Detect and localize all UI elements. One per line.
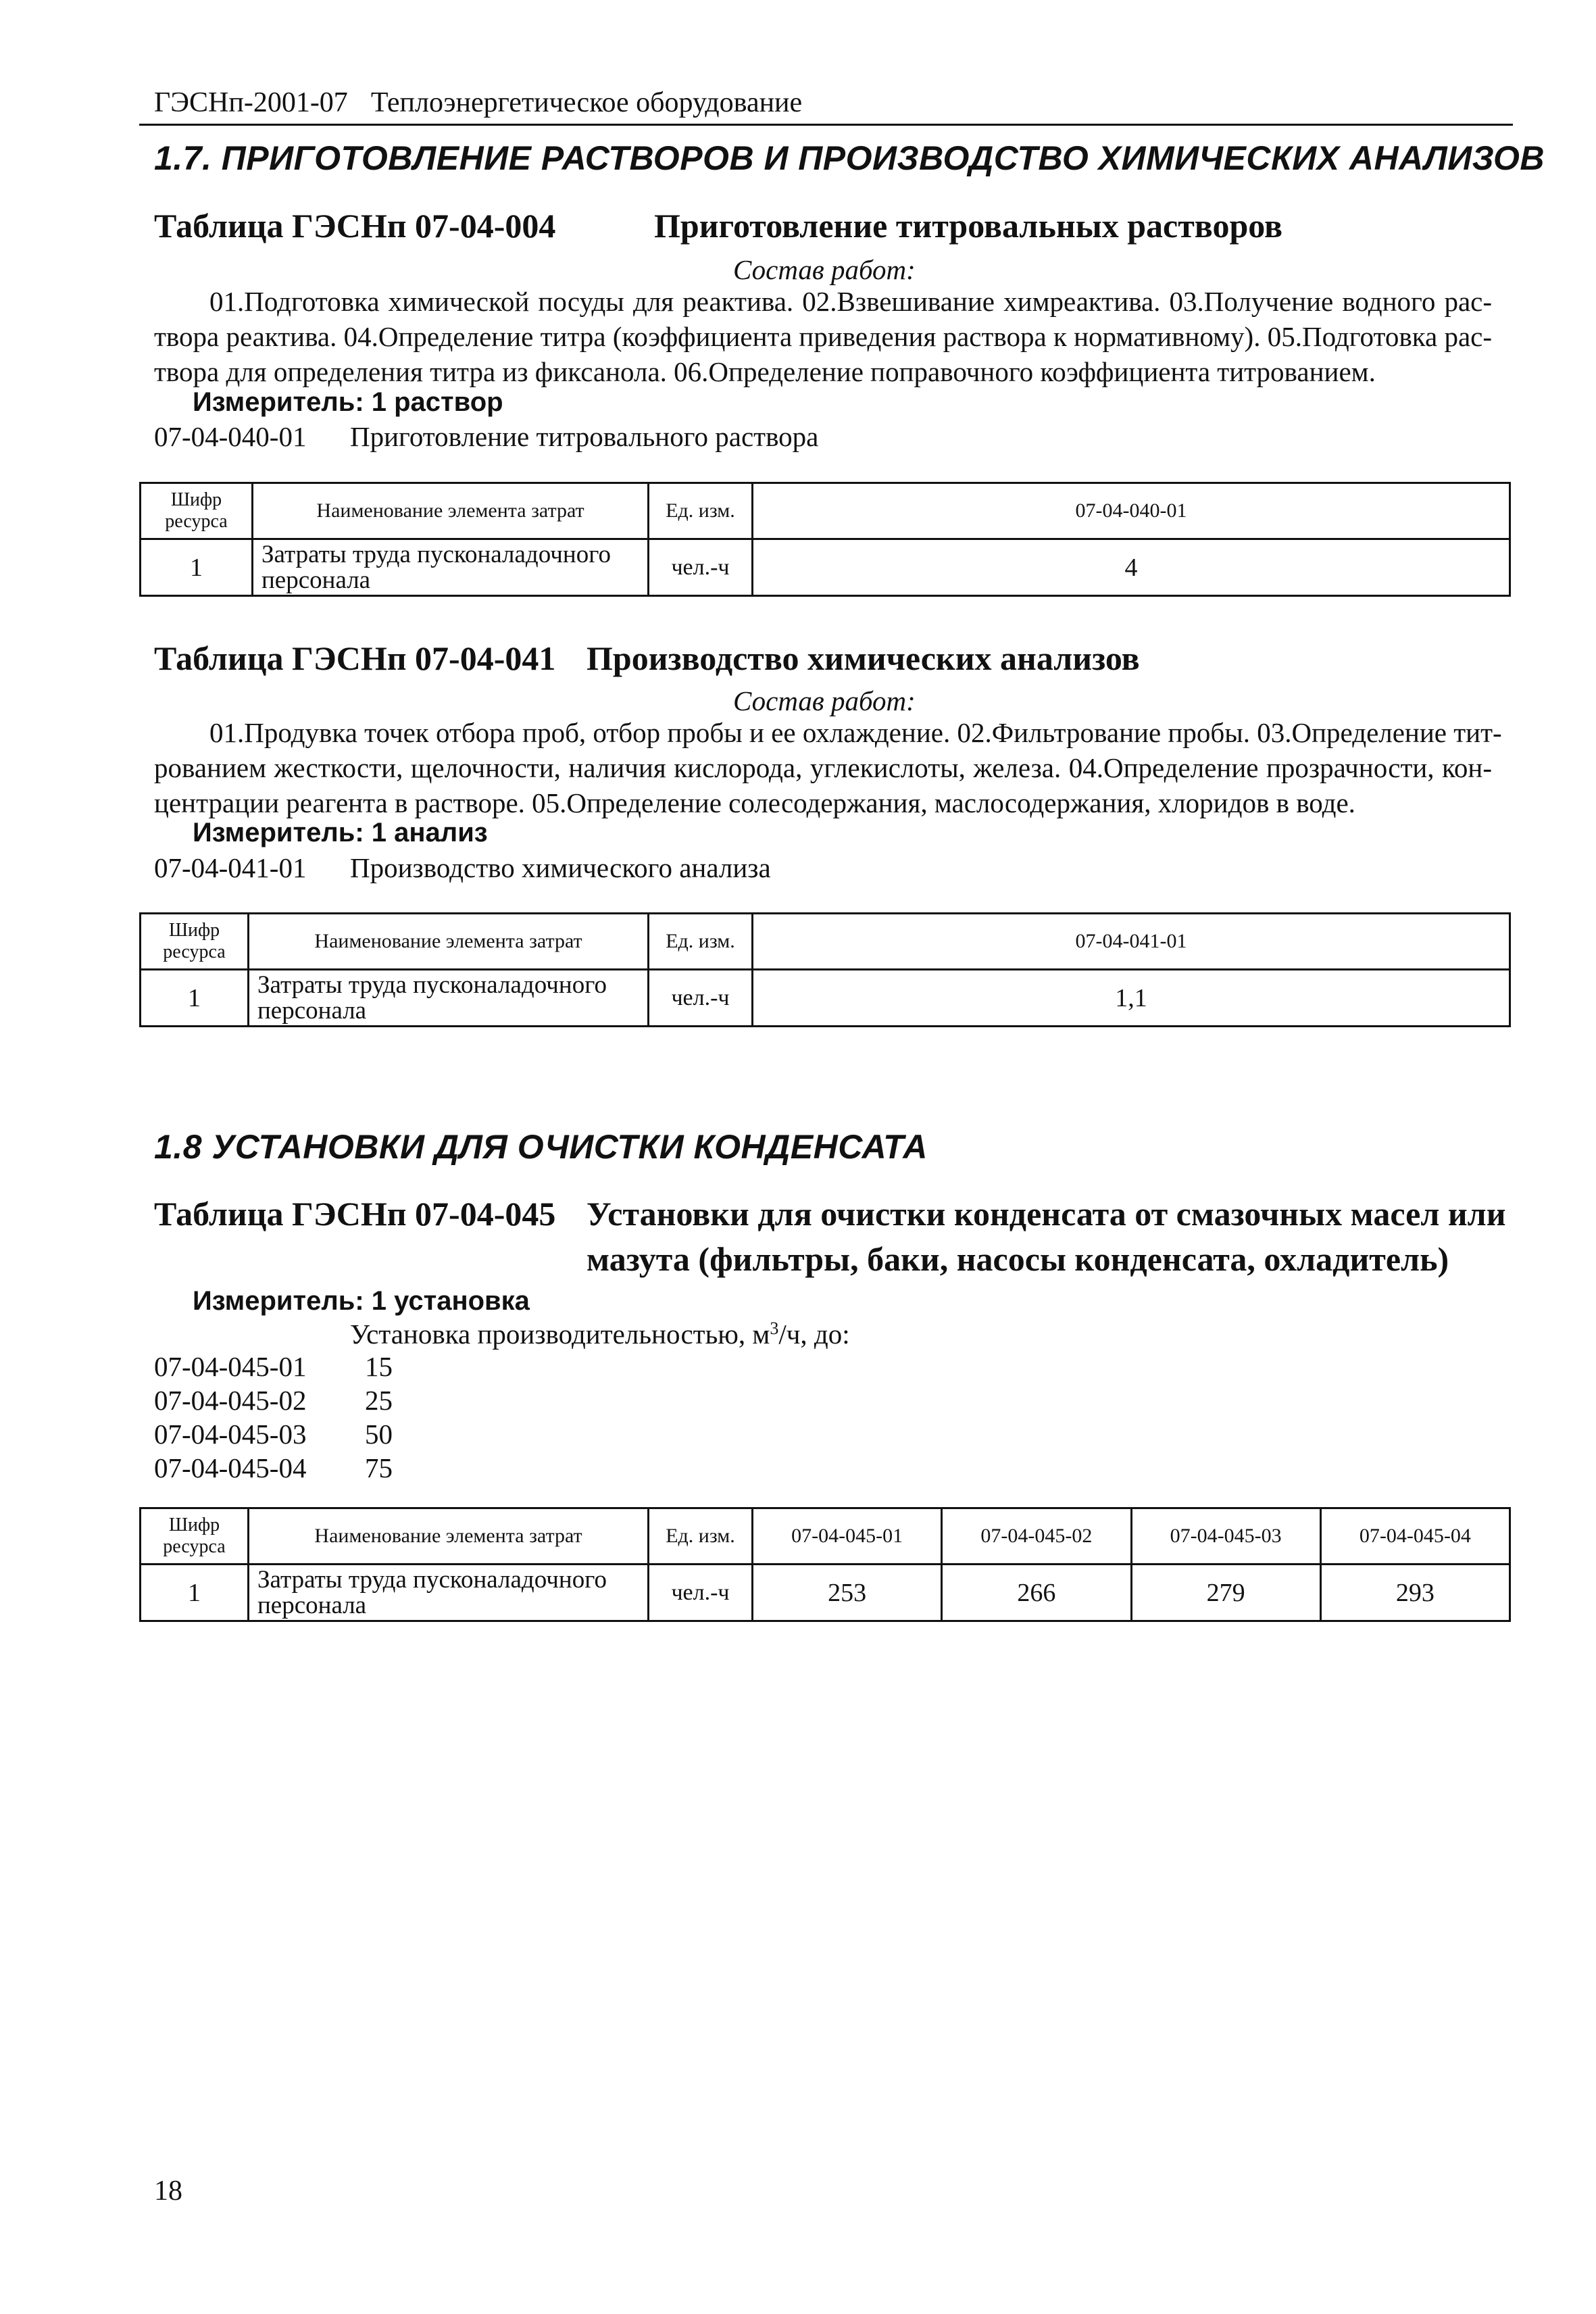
header-unit: Ед. изм. xyxy=(649,914,753,970)
header-resource-code: Шифр ресурса xyxy=(141,483,253,539)
capacity-label-unit: /ч, до: xyxy=(778,1319,850,1350)
table-header-row xyxy=(141,483,1510,539)
header-cost-element: Наименование элемента затрат xyxy=(253,483,649,539)
rate-list xyxy=(154,1350,393,1485)
cost-element: Затраты труда пусконаладочного персонала xyxy=(249,970,649,1027)
table-row xyxy=(141,539,1510,596)
table-label-041: Таблица ГЭСНп 07-04-041 xyxy=(154,639,556,677)
rate-value: 25 xyxy=(365,1385,393,1416)
table-name-045-line1: Установки для очистки конденсата от смазочных масел или xyxy=(587,1195,1506,1233)
rate-value: 15 xyxy=(365,1351,393,1382)
norm-value: 1,1 xyxy=(753,970,1510,1027)
table-label-045: Таблица ГЭСНп 07-04-045 xyxy=(154,1195,556,1233)
item-code: 07-04-040-01 xyxy=(154,421,307,452)
rate-code: 07-04-045-01 xyxy=(154,1351,307,1382)
header-resource-code: Шифр ресурса xyxy=(141,914,249,970)
cost-element: Затраты труда пусконаладочного персонала xyxy=(249,1565,649,1621)
rate-code: 07-04-045-02 xyxy=(154,1385,307,1416)
table-row xyxy=(141,1565,1510,1621)
header-unit: Ед. изм. xyxy=(649,483,753,539)
capacity-label-superscript: 3 xyxy=(770,1319,779,1338)
header-cost-element: Наименование элемента затрат xyxy=(249,914,649,970)
table-name-045-line2: мазута (фильтры, баки, насосы конденсата, охладитель) xyxy=(587,1240,1449,1278)
rate-value: 50 xyxy=(365,1419,393,1450)
item-code: 07-04-041-01 xyxy=(154,852,307,883)
work-line: твора реактива. 04.Определение титра (коэффициента приведения раствора к нормативному). 05.Подготовка рас- xyxy=(154,321,1493,352)
header-cost-element: Наименование элемента затрат xyxy=(249,1508,649,1565)
table-label-004: Таблица ГЭСНп 07-04-004 xyxy=(154,207,556,245)
header-resource-code: Шифр ресурса xyxy=(141,1508,249,1565)
norm-value: 293 xyxy=(1320,1565,1510,1621)
header-norm-code: 07-04-045-02 xyxy=(942,1508,1131,1565)
item-line-004 xyxy=(154,420,818,453)
capacity-label-text: Установка производительностью, м xyxy=(350,1319,770,1350)
section-title-1-8: 1.8 УСТАНОВКИ ДЛЯ ОЧИСТКИ КОНДЕНСАТА xyxy=(154,1128,928,1166)
norm-value: 4 xyxy=(753,539,1510,596)
sostav-label-041: Состав работ: xyxy=(733,685,916,716)
resource-code: 1 xyxy=(141,970,249,1027)
work-description-041 xyxy=(154,715,1502,820)
table-name-004: Приготовление титровальных растворов xyxy=(654,207,1283,245)
header-norm-code: 07-04-041-01 xyxy=(753,914,1510,970)
header-norm-code: 07-04-045-04 xyxy=(1320,1508,1510,1565)
table-row xyxy=(141,970,1510,1027)
section-title-1-7: 1.7. ПРИГОТОВЛЕНИЕ РАСТВОРОВ И ПРОИЗВОДСТВО ХИМИЧЕСКИХ АНАЛИЗОВ xyxy=(154,139,1545,177)
cost-element: Затраты труда пусконаладочного персонала xyxy=(253,539,649,596)
header-unit: Ед. изм. xyxy=(649,1508,753,1565)
resource-code: 1 xyxy=(141,1565,249,1621)
rate-code: 07-04-045-03 xyxy=(154,1419,307,1450)
item-name: Приготовление титровального раствора xyxy=(350,421,819,452)
sostav-label-004: Состав работ: xyxy=(733,254,916,285)
list-item xyxy=(154,1384,393,1418)
unit: чел.-ч xyxy=(649,539,753,596)
capacity-label xyxy=(350,1318,850,1350)
norm-table-004 xyxy=(139,482,1511,597)
list-item xyxy=(154,1350,393,1384)
unit: чел.-ч xyxy=(649,1565,753,1621)
header-rule xyxy=(139,124,1513,126)
norm-value: 279 xyxy=(1131,1565,1320,1621)
item-line-041 xyxy=(154,852,771,884)
running-header-title: Теплоэнергетическое оборудование xyxy=(370,87,803,118)
table-header-row xyxy=(141,1508,1510,1565)
norm-value: 266 xyxy=(942,1565,1131,1621)
header-norm-code: 07-04-040-01 xyxy=(753,483,1510,539)
measure-045: Измеритель: 1 установка xyxy=(193,1286,530,1316)
item-name: Производство химического анализа xyxy=(350,852,771,883)
rate-value: 75 xyxy=(365,1452,393,1483)
header-norm-code: 07-04-045-03 xyxy=(1131,1508,1320,1565)
work-line: рованием жесткости, щелочности, наличия кислорода, углекислоты, железа. 04.Определение прозрачности, кон- xyxy=(154,752,1492,783)
list-item xyxy=(154,1452,393,1485)
unit: чел.-ч xyxy=(649,970,753,1027)
measure-041: Измеритель: 1 анализ xyxy=(193,818,488,847)
running-header-code: ГЭСНп-2001-07 xyxy=(154,87,348,118)
running-header xyxy=(154,87,802,119)
work-line: 01.Продувка точек отбора проб, отбор пробы и ее охлаждение. 02.Фильтрование пробы. 03.Определение тит- xyxy=(209,717,1502,748)
table-header-row xyxy=(141,914,1510,970)
work-line: твора для определения титра из фиксанола. 06.Определение поправочного коэффициента титрованием. xyxy=(154,356,1376,387)
work-line: 01.Подготовка химической посуды для реактива. 02.Взвешивание химреактива. 03.Получение водного рас- xyxy=(209,286,1492,317)
norm-table-041 xyxy=(139,912,1511,1027)
work-line: центрации реагента в растворе. 05.Определение солесодержания, маслосодержания, хлоридов в воде. xyxy=(154,787,1355,818)
norm-value: 253 xyxy=(753,1565,942,1621)
resource-code: 1 xyxy=(141,539,253,596)
list-item xyxy=(154,1418,393,1452)
measure-004: Измеритель: 1 раствор xyxy=(193,387,503,417)
rate-code: 07-04-045-04 xyxy=(154,1452,307,1483)
header-norm-code: 07-04-045-01 xyxy=(753,1508,942,1565)
page-number: 18 xyxy=(154,2175,182,2207)
table-name-041: Производство химических анализов xyxy=(587,639,1140,677)
norm-table-045 xyxy=(139,1507,1511,1622)
work-description-004 xyxy=(154,284,1492,389)
